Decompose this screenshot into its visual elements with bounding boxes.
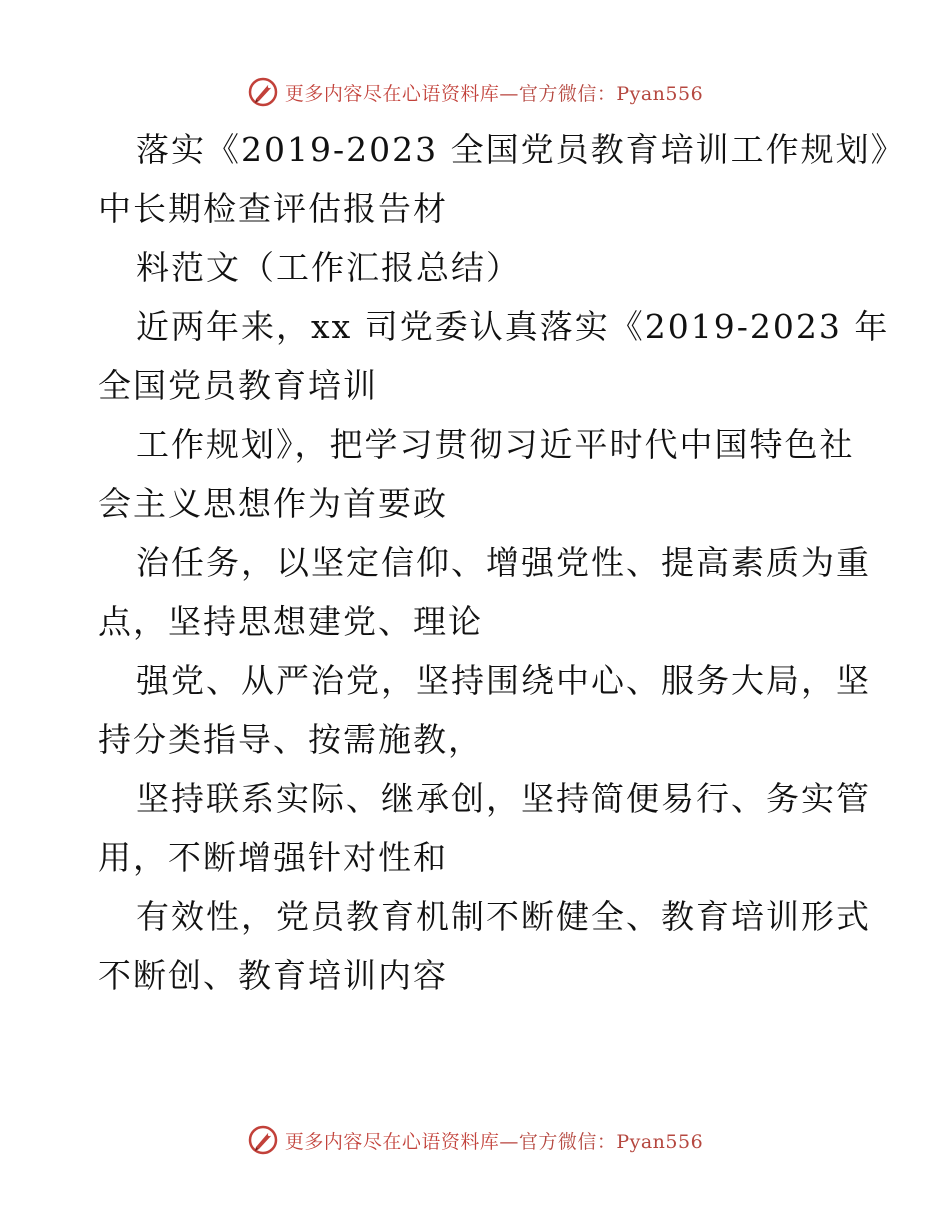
body-line: 有效性，党员教育机制不断健全、教育培训形式: [136, 897, 871, 936]
watermark-text: 更多内容尽在心语资料库—官方微信：Pyan556: [284, 82, 704, 105]
body-line: 不断创、教育培训内容: [98, 956, 448, 995]
body-line: 会主义思想作为首要政: [98, 484, 448, 523]
body-line: 强党、从严治党，坚持围绕中心、服务大局，坚: [136, 661, 871, 700]
body-line: 持分类指导、按需施教，: [98, 720, 483, 759]
pen-seal-icon: [247, 1124, 279, 1156]
body-line: 用，不断增强针对性和: [98, 838, 448, 877]
watermark-banner-top: [0, 72, 950, 112]
body-line: 近两年来，xx 司党委认真落实《2019-2023 年: [136, 307, 890, 346]
body-line: 全国党员教育培训: [98, 366, 378, 405]
body-line: 坚持联系实际、继承创，坚持简便易行、务实管: [136, 779, 871, 818]
body-line: 料范文（工作汇报总结）: [136, 248, 521, 287]
watermark-banner-bottom: [0, 1120, 950, 1160]
pen-seal-icon: [247, 76, 279, 108]
watermark-text: 更多内容尽在心语资料库—官方微信：Pyan556: [284, 1130, 704, 1153]
body-line: 落实《2019-2023 全国党员教育培训工作规划》: [136, 130, 906, 169]
body-line: 工作规划》，把学习贯彻习近平时代中国特色社: [136, 425, 855, 464]
document-body: [98, 120, 906, 1005]
body-line: 点，坚持思想建党、理论: [98, 602, 483, 641]
body-line: 治任务，以坚定信仰、增强党性、提高素质为重: [136, 543, 871, 582]
body-line: 中长期检查评估报告材: [98, 189, 448, 228]
